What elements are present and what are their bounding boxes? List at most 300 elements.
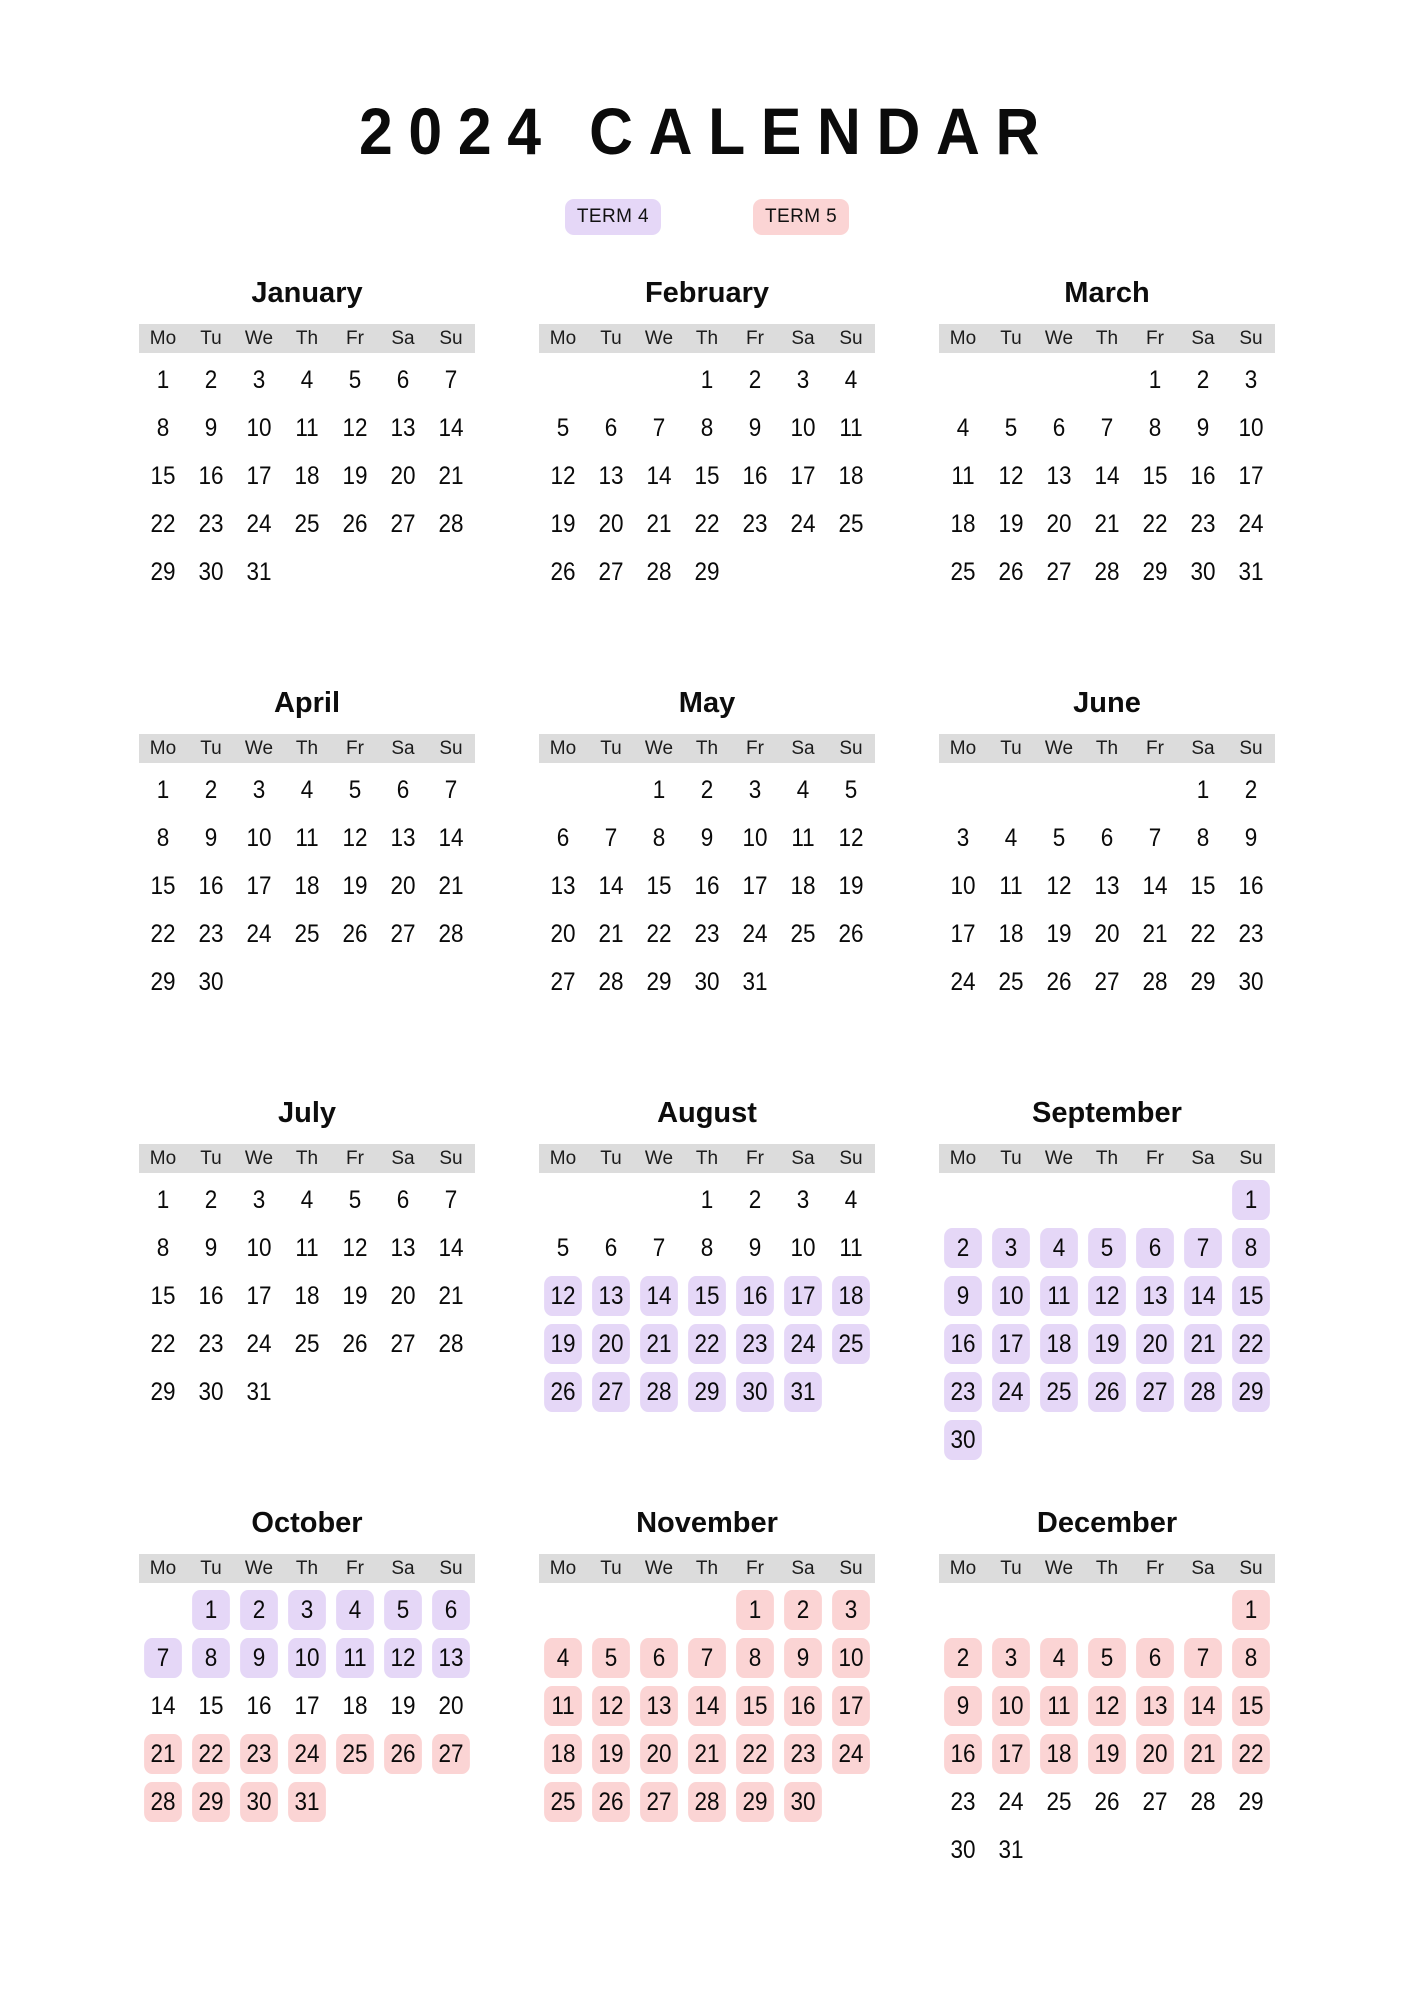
day-number-highlighted-term5[interactable]: 11 bbox=[544, 1686, 582, 1726]
day-cell[interactable] bbox=[427, 862, 475, 910]
day-cell[interactable] bbox=[539, 548, 587, 596]
day-number[interactable]: 8 bbox=[156, 413, 170, 442]
day-cell[interactable] bbox=[1035, 910, 1083, 958]
day-cell[interactable] bbox=[779, 1320, 827, 1368]
day-number[interactable]: 3 bbox=[956, 823, 970, 852]
day-cell[interactable] bbox=[235, 1272, 283, 1320]
day-cell[interactable] bbox=[987, 1730, 1035, 1778]
day-cell[interactable] bbox=[635, 814, 683, 862]
day-cell[interactable] bbox=[1083, 910, 1131, 958]
day-number[interactable]: 18 bbox=[838, 461, 864, 490]
day-cell[interactable] bbox=[1227, 862, 1275, 910]
day-cell[interactable] bbox=[139, 814, 187, 862]
day-cell[interactable] bbox=[683, 1730, 731, 1778]
day-cell[interactable] bbox=[139, 1730, 187, 1778]
day-number-highlighted-term5[interactable]: 4 bbox=[544, 1638, 582, 1678]
day-cell[interactable] bbox=[1131, 548, 1179, 596]
day-number-highlighted-term4[interactable]: 3 bbox=[288, 1590, 326, 1630]
day-number[interactable]: 4 bbox=[300, 775, 314, 804]
day-cell[interactable] bbox=[235, 356, 283, 404]
day-number-highlighted-term5[interactable]: 1 bbox=[1232, 1590, 1270, 1630]
day-cell[interactable] bbox=[379, 1176, 427, 1224]
day-number[interactable]: 28 bbox=[1094, 557, 1120, 586]
day-cell[interactable] bbox=[379, 1730, 427, 1778]
day-number-highlighted-term5[interactable]: 21 bbox=[688, 1734, 726, 1774]
day-cell[interactable] bbox=[1035, 1682, 1083, 1730]
day-number-highlighted-term4[interactable]: 14 bbox=[640, 1276, 678, 1316]
day-number-highlighted-term4[interactable]: 20 bbox=[592, 1324, 630, 1364]
day-cell[interactable] bbox=[539, 1634, 587, 1682]
day-cell[interactable] bbox=[1227, 452, 1275, 500]
day-cell[interactable] bbox=[1179, 1682, 1227, 1730]
day-number[interactable]: 22 bbox=[694, 509, 720, 538]
day-number[interactable]: 28 bbox=[438, 509, 464, 538]
day-cell[interactable] bbox=[235, 452, 283, 500]
day-number[interactable]: 8 bbox=[156, 823, 170, 852]
day-number-highlighted-term5[interactable]: 26 bbox=[384, 1734, 422, 1774]
day-number-highlighted-term5[interactable]: 29 bbox=[736, 1782, 774, 1822]
day-cell[interactable] bbox=[1083, 1634, 1131, 1682]
day-number[interactable]: 31 bbox=[998, 1835, 1024, 1864]
day-cell[interactable] bbox=[939, 958, 987, 1006]
day-number-highlighted-term4[interactable]: 10 bbox=[288, 1638, 326, 1678]
day-cell[interactable] bbox=[939, 1634, 987, 1682]
day-number[interactable]: 14 bbox=[438, 413, 464, 442]
day-cell[interactable] bbox=[1083, 1730, 1131, 1778]
day-cell[interactable] bbox=[827, 356, 875, 404]
day-number[interactable]: 29 bbox=[1238, 1787, 1264, 1816]
day-cell[interactable] bbox=[635, 1634, 683, 1682]
day-number[interactable]: 9 bbox=[204, 413, 218, 442]
day-number-highlighted-term4[interactable]: 30 bbox=[944, 1420, 982, 1460]
day-number[interactable]: 3 bbox=[252, 775, 266, 804]
day-cell[interactable] bbox=[1083, 404, 1131, 452]
day-number[interactable]: 8 bbox=[700, 1233, 714, 1262]
day-number[interactable]: 26 bbox=[1094, 1787, 1120, 1816]
day-cell[interactable] bbox=[939, 1682, 987, 1730]
day-cell[interactable] bbox=[1083, 862, 1131, 910]
day-cell[interactable] bbox=[683, 356, 731, 404]
day-number[interactable]: 8 bbox=[652, 823, 666, 852]
day-cell[interactable] bbox=[1083, 500, 1131, 548]
day-number[interactable]: 19 bbox=[390, 1691, 416, 1720]
day-cell[interactable] bbox=[779, 1224, 827, 1272]
day-number[interactable]: 17 bbox=[294, 1691, 320, 1720]
day-number[interactable]: 13 bbox=[390, 1233, 416, 1262]
day-cell[interactable] bbox=[635, 862, 683, 910]
day-cell[interactable] bbox=[539, 1368, 587, 1416]
day-number[interactable]: 14 bbox=[598, 871, 624, 900]
day-cell[interactable] bbox=[283, 862, 331, 910]
day-number[interactable]: 27 bbox=[390, 919, 416, 948]
day-cell[interactable] bbox=[779, 1176, 827, 1224]
day-cell[interactable] bbox=[987, 452, 1035, 500]
day-number-highlighted-term4[interactable]: 1 bbox=[1232, 1180, 1270, 1220]
day-cell[interactable] bbox=[1227, 1368, 1275, 1416]
day-number[interactable]: 17 bbox=[950, 919, 976, 948]
day-cell[interactable] bbox=[939, 548, 987, 596]
day-cell[interactable] bbox=[139, 1682, 187, 1730]
day-cell[interactable] bbox=[539, 452, 587, 500]
day-cell[interactable] bbox=[731, 1682, 779, 1730]
day-number[interactable]: 2 bbox=[1196, 365, 1210, 394]
day-number[interactable]: 18 bbox=[998, 919, 1024, 948]
day-number-highlighted-term4[interactable]: 21 bbox=[640, 1324, 678, 1364]
day-cell[interactable] bbox=[139, 356, 187, 404]
day-cell[interactable] bbox=[427, 1586, 475, 1634]
day-number[interactable]: 12 bbox=[342, 413, 368, 442]
day-cell[interactable] bbox=[683, 1682, 731, 1730]
day-number[interactable]: 25 bbox=[294, 509, 320, 538]
day-number-highlighted-term5[interactable]: 6 bbox=[640, 1638, 678, 1678]
day-number-highlighted-term4[interactable]: 10 bbox=[992, 1276, 1030, 1316]
day-number-highlighted-term5[interactable]: 15 bbox=[1232, 1686, 1270, 1726]
day-cell[interactable] bbox=[987, 548, 1035, 596]
day-number[interactable]: 14 bbox=[438, 823, 464, 852]
day-cell[interactable] bbox=[987, 404, 1035, 452]
day-number[interactable]: 15 bbox=[1142, 461, 1168, 490]
day-cell[interactable] bbox=[283, 1682, 331, 1730]
day-number-highlighted-term5[interactable]: 11 bbox=[1040, 1686, 1078, 1726]
day-number-highlighted-term4[interactable]: 7 bbox=[144, 1638, 182, 1678]
day-cell[interactable] bbox=[731, 1224, 779, 1272]
day-cell[interactable] bbox=[827, 814, 875, 862]
day-cell[interactable] bbox=[587, 1634, 635, 1682]
day-number[interactable]: 13 bbox=[1094, 871, 1120, 900]
day-cell[interactable] bbox=[635, 1224, 683, 1272]
day-cell[interactable] bbox=[1035, 1272, 1083, 1320]
day-number-highlighted-term4[interactable]: 14 bbox=[1184, 1276, 1222, 1316]
day-cell[interactable] bbox=[283, 1224, 331, 1272]
day-cell[interactable] bbox=[587, 1368, 635, 1416]
day-cell[interactable] bbox=[1179, 1224, 1227, 1272]
day-number-highlighted-term4[interactable]: 24 bbox=[992, 1372, 1030, 1412]
day-number[interactable]: 26 bbox=[998, 557, 1024, 586]
day-cell[interactable] bbox=[187, 1634, 235, 1682]
day-cell[interactable] bbox=[379, 862, 427, 910]
day-cell[interactable] bbox=[235, 1778, 283, 1826]
day-number[interactable]: 25 bbox=[838, 509, 864, 538]
day-number-highlighted-term5[interactable]: 30 bbox=[240, 1782, 278, 1822]
day-number-highlighted-term5[interactable]: 7 bbox=[688, 1638, 726, 1678]
day-number-highlighted-term5[interactable]: 2 bbox=[784, 1590, 822, 1630]
day-number[interactable]: 12 bbox=[838, 823, 864, 852]
day-number[interactable]: 9 bbox=[1244, 823, 1258, 852]
day-cell[interactable] bbox=[235, 1634, 283, 1682]
day-number[interactable]: 5 bbox=[1004, 413, 1018, 442]
day-number[interactable]: 10 bbox=[950, 871, 976, 900]
day-number[interactable]: 28 bbox=[598, 967, 624, 996]
day-cell[interactable] bbox=[187, 766, 235, 814]
day-cell[interactable] bbox=[1179, 1320, 1227, 1368]
day-cell[interactable] bbox=[187, 500, 235, 548]
day-number-highlighted-term4[interactable]: 21 bbox=[1184, 1324, 1222, 1364]
day-cell[interactable] bbox=[635, 500, 683, 548]
day-cell[interactable] bbox=[939, 1320, 987, 1368]
day-cell[interactable] bbox=[683, 1778, 731, 1826]
day-cell[interactable] bbox=[987, 1320, 1035, 1368]
day-number[interactable]: 18 bbox=[294, 871, 320, 900]
day-number[interactable]: 17 bbox=[742, 871, 768, 900]
day-number[interactable]: 26 bbox=[838, 919, 864, 948]
day-cell[interactable] bbox=[427, 356, 475, 404]
day-number-highlighted-term4[interactable]: 11 bbox=[1040, 1276, 1078, 1316]
day-number[interactable]: 23 bbox=[742, 509, 768, 538]
day-cell[interactable] bbox=[731, 1368, 779, 1416]
day-number[interactable]: 3 bbox=[796, 365, 810, 394]
day-cell[interactable] bbox=[683, 814, 731, 862]
day-cell[interactable] bbox=[939, 910, 987, 958]
day-number-highlighted-term4[interactable]: 25 bbox=[1040, 1372, 1078, 1412]
day-number-highlighted-term5[interactable]: 17 bbox=[992, 1734, 1030, 1774]
day-number[interactable]: 23 bbox=[198, 1329, 224, 1358]
day-cell[interactable] bbox=[1131, 1778, 1179, 1826]
day-number-highlighted-term4[interactable]: 25 bbox=[832, 1324, 870, 1364]
day-number[interactable]: 17 bbox=[246, 461, 272, 490]
day-number[interactable]: 25 bbox=[1046, 1787, 1072, 1816]
day-cell[interactable] bbox=[987, 1368, 1035, 1416]
day-number[interactable]: 23 bbox=[694, 919, 720, 948]
day-number[interactable]: 24 bbox=[246, 509, 272, 538]
day-cell[interactable] bbox=[587, 1224, 635, 1272]
day-number[interactable]: 30 bbox=[198, 967, 224, 996]
day-cell[interactable] bbox=[235, 1176, 283, 1224]
day-number-highlighted-term5[interactable]: 12 bbox=[592, 1686, 630, 1726]
day-cell[interactable] bbox=[1179, 1272, 1227, 1320]
day-cell[interactable] bbox=[187, 1730, 235, 1778]
day-number[interactable]: 15 bbox=[198, 1691, 224, 1720]
day-number[interactable]: 25 bbox=[950, 557, 976, 586]
day-number[interactable]: 11 bbox=[839, 413, 863, 442]
day-number[interactable]: 2 bbox=[204, 775, 218, 804]
day-number[interactable]: 20 bbox=[598, 509, 624, 538]
day-number-highlighted-term5[interactable]: 3 bbox=[832, 1590, 870, 1630]
day-number-highlighted-term5[interactable]: 23 bbox=[240, 1734, 278, 1774]
day-cell[interactable] bbox=[1179, 862, 1227, 910]
day-cell[interactable] bbox=[1227, 1586, 1275, 1634]
day-number[interactable]: 12 bbox=[342, 1233, 368, 1262]
day-number[interactable]: 7 bbox=[652, 1233, 666, 1262]
day-number-highlighted-term5[interactable]: 4 bbox=[1040, 1638, 1078, 1678]
day-number[interactable]: 20 bbox=[550, 919, 576, 948]
day-number-highlighted-term5[interactable]: 22 bbox=[1232, 1734, 1270, 1774]
day-number[interactable]: 6 bbox=[396, 775, 410, 804]
day-number-highlighted-term4[interactable]: 8 bbox=[1232, 1228, 1270, 1268]
day-number[interactable]: 27 bbox=[1046, 557, 1072, 586]
day-cell[interactable] bbox=[427, 814, 475, 862]
day-cell[interactable] bbox=[827, 1272, 875, 1320]
day-number-highlighted-term4[interactable]: 23 bbox=[944, 1372, 982, 1412]
day-cell[interactable] bbox=[827, 1586, 875, 1634]
day-cell[interactable] bbox=[235, 1224, 283, 1272]
day-number[interactable]: 6 bbox=[396, 1185, 410, 1214]
day-cell[interactable] bbox=[731, 1176, 779, 1224]
day-number[interactable]: 27 bbox=[1094, 967, 1120, 996]
day-cell[interactable] bbox=[635, 1320, 683, 1368]
day-number[interactable]: 1 bbox=[1196, 775, 1210, 804]
day-cell[interactable] bbox=[283, 1272, 331, 1320]
day-number[interactable]: 26 bbox=[342, 919, 368, 948]
day-cell[interactable] bbox=[1035, 1320, 1083, 1368]
day-number-highlighted-term4[interactable]: 29 bbox=[1232, 1372, 1270, 1412]
day-cell[interactable] bbox=[827, 1634, 875, 1682]
day-cell[interactable] bbox=[827, 1682, 875, 1730]
day-number-highlighted-term4[interactable]: 26 bbox=[544, 1372, 582, 1412]
day-cell[interactable] bbox=[283, 814, 331, 862]
day-cell[interactable] bbox=[187, 814, 235, 862]
day-cell[interactable] bbox=[683, 1224, 731, 1272]
day-number[interactable]: 23 bbox=[950, 1787, 976, 1816]
day-cell[interactable] bbox=[1131, 356, 1179, 404]
day-number[interactable]: 22 bbox=[1190, 919, 1216, 948]
day-number[interactable]: 10 bbox=[790, 1233, 816, 1262]
day-cell[interactable] bbox=[331, 814, 379, 862]
day-number[interactable]: 20 bbox=[438, 1691, 464, 1720]
day-number[interactable]: 11 bbox=[295, 823, 319, 852]
day-cell[interactable] bbox=[539, 1778, 587, 1826]
day-number[interactable]: 13 bbox=[550, 871, 576, 900]
day-number[interactable]: 11 bbox=[295, 1233, 319, 1262]
day-number[interactable]: 26 bbox=[1046, 967, 1072, 996]
day-cell[interactable] bbox=[635, 1682, 683, 1730]
day-number[interactable]: 6 bbox=[396, 365, 410, 394]
day-cell[interactable] bbox=[1131, 1682, 1179, 1730]
day-number-highlighted-term4[interactable]: 15 bbox=[688, 1276, 726, 1316]
day-cell[interactable] bbox=[187, 1586, 235, 1634]
day-cell[interactable] bbox=[587, 1320, 635, 1368]
day-number-highlighted-term5[interactable]: 16 bbox=[784, 1686, 822, 1726]
day-cell[interactable] bbox=[235, 862, 283, 910]
day-cell[interactable] bbox=[139, 766, 187, 814]
day-number-highlighted-term5[interactable]: 8 bbox=[1232, 1638, 1270, 1678]
day-cell[interactable] bbox=[235, 814, 283, 862]
day-cell[interactable] bbox=[987, 500, 1035, 548]
day-cell[interactable] bbox=[779, 766, 827, 814]
day-cell[interactable] bbox=[539, 500, 587, 548]
day-number-highlighted-term4[interactable]: 17 bbox=[784, 1276, 822, 1316]
day-cell[interactable] bbox=[1083, 1368, 1131, 1416]
day-cell[interactable] bbox=[283, 766, 331, 814]
day-number[interactable]: 15 bbox=[150, 461, 176, 490]
day-number-highlighted-term4[interactable]: 26 bbox=[1088, 1372, 1126, 1412]
day-cell[interactable] bbox=[731, 1634, 779, 1682]
day-cell[interactable] bbox=[587, 1778, 635, 1826]
day-cell[interactable] bbox=[1131, 500, 1179, 548]
day-number[interactable]: 13 bbox=[390, 413, 416, 442]
day-number[interactable]: 7 bbox=[652, 413, 666, 442]
day-number[interactable]: 5 bbox=[348, 775, 362, 804]
day-number-highlighted-term4[interactable]: 24 bbox=[784, 1324, 822, 1364]
day-cell[interactable] bbox=[235, 1320, 283, 1368]
day-cell[interactable] bbox=[283, 1778, 331, 1826]
day-cell[interactable] bbox=[427, 1730, 475, 1778]
day-number-highlighted-term5[interactable]: 9 bbox=[784, 1638, 822, 1678]
day-number[interactable]: 30 bbox=[950, 1835, 976, 1864]
day-number-highlighted-term5[interactable]: 29 bbox=[192, 1782, 230, 1822]
day-cell[interactable] bbox=[987, 1682, 1035, 1730]
day-number[interactable]: 8 bbox=[1196, 823, 1210, 852]
day-cell[interactable] bbox=[1131, 910, 1179, 958]
day-number[interactable]: 13 bbox=[390, 823, 416, 852]
day-cell[interactable] bbox=[427, 766, 475, 814]
day-cell[interactable] bbox=[731, 910, 779, 958]
day-cell[interactable] bbox=[427, 1682, 475, 1730]
day-number-highlighted-term5[interactable]: 23 bbox=[784, 1734, 822, 1774]
day-number[interactable]: 19 bbox=[1046, 919, 1072, 948]
day-number[interactable]: 21 bbox=[438, 461, 464, 490]
day-number-highlighted-term4[interactable]: 27 bbox=[592, 1372, 630, 1412]
day-number-highlighted-term4[interactable]: 27 bbox=[1136, 1372, 1174, 1412]
day-cell[interactable] bbox=[827, 910, 875, 958]
day-cell[interactable] bbox=[1083, 958, 1131, 1006]
day-cell[interactable] bbox=[731, 1778, 779, 1826]
day-number-highlighted-term4[interactable]: 12 bbox=[544, 1276, 582, 1316]
day-number[interactable]: 18 bbox=[790, 871, 816, 900]
day-cell[interactable] bbox=[187, 1320, 235, 1368]
day-cell[interactable] bbox=[139, 500, 187, 548]
day-number[interactable]: 4 bbox=[956, 413, 970, 442]
day-cell[interactable] bbox=[379, 1634, 427, 1682]
day-cell[interactable] bbox=[827, 1224, 875, 1272]
day-cell[interactable] bbox=[731, 1272, 779, 1320]
day-number[interactable]: 29 bbox=[646, 967, 672, 996]
day-number[interactable]: 18 bbox=[294, 461, 320, 490]
day-number[interactable]: 28 bbox=[1190, 1787, 1216, 1816]
day-cell[interactable] bbox=[635, 1368, 683, 1416]
day-cell[interactable] bbox=[731, 814, 779, 862]
day-cell[interactable] bbox=[1131, 1368, 1179, 1416]
day-number-highlighted-term5[interactable]: 2 bbox=[944, 1638, 982, 1678]
day-number-highlighted-term5[interactable]: 31 bbox=[288, 1782, 326, 1822]
day-cell[interactable] bbox=[587, 862, 635, 910]
day-cell[interactable] bbox=[427, 500, 475, 548]
day-number[interactable]: 3 bbox=[252, 365, 266, 394]
day-number[interactable]: 4 bbox=[300, 1185, 314, 1214]
day-number-highlighted-term4[interactable]: 12 bbox=[384, 1638, 422, 1678]
day-cell[interactable] bbox=[1131, 1224, 1179, 1272]
day-cell[interactable] bbox=[1035, 862, 1083, 910]
day-cell[interactable] bbox=[1227, 1320, 1275, 1368]
day-number[interactable]: 27 bbox=[550, 967, 576, 996]
day-cell[interactable] bbox=[939, 1730, 987, 1778]
day-cell[interactable] bbox=[779, 862, 827, 910]
day-number[interactable]: 10 bbox=[246, 823, 272, 852]
day-cell[interactable] bbox=[427, 452, 475, 500]
day-number[interactable]: 27 bbox=[598, 557, 624, 586]
day-number-highlighted-term5[interactable]: 5 bbox=[1088, 1638, 1126, 1678]
day-number[interactable]: 29 bbox=[150, 557, 176, 586]
day-number[interactable]: 1 bbox=[700, 365, 714, 394]
day-number[interactable]: 24 bbox=[742, 919, 768, 948]
day-cell[interactable] bbox=[331, 452, 379, 500]
day-cell[interactable] bbox=[1131, 1730, 1179, 1778]
day-number[interactable]: 5 bbox=[556, 413, 570, 442]
day-number[interactable]: 31 bbox=[1238, 557, 1264, 586]
day-cell[interactable] bbox=[539, 1730, 587, 1778]
day-cell[interactable] bbox=[139, 1176, 187, 1224]
day-cell[interactable] bbox=[1179, 452, 1227, 500]
day-cell[interactable] bbox=[331, 1224, 379, 1272]
day-cell[interactable] bbox=[187, 1368, 235, 1416]
day-cell[interactable] bbox=[187, 548, 235, 596]
day-cell[interactable] bbox=[731, 404, 779, 452]
day-number-highlighted-term5[interactable]: 22 bbox=[736, 1734, 774, 1774]
day-number[interactable]: 18 bbox=[950, 509, 976, 538]
day-number-highlighted-term5[interactable]: 5 bbox=[592, 1638, 630, 1678]
day-number-highlighted-term4[interactable]: 9 bbox=[240, 1638, 278, 1678]
day-cell[interactable] bbox=[587, 500, 635, 548]
day-cell[interactable] bbox=[187, 958, 235, 1006]
